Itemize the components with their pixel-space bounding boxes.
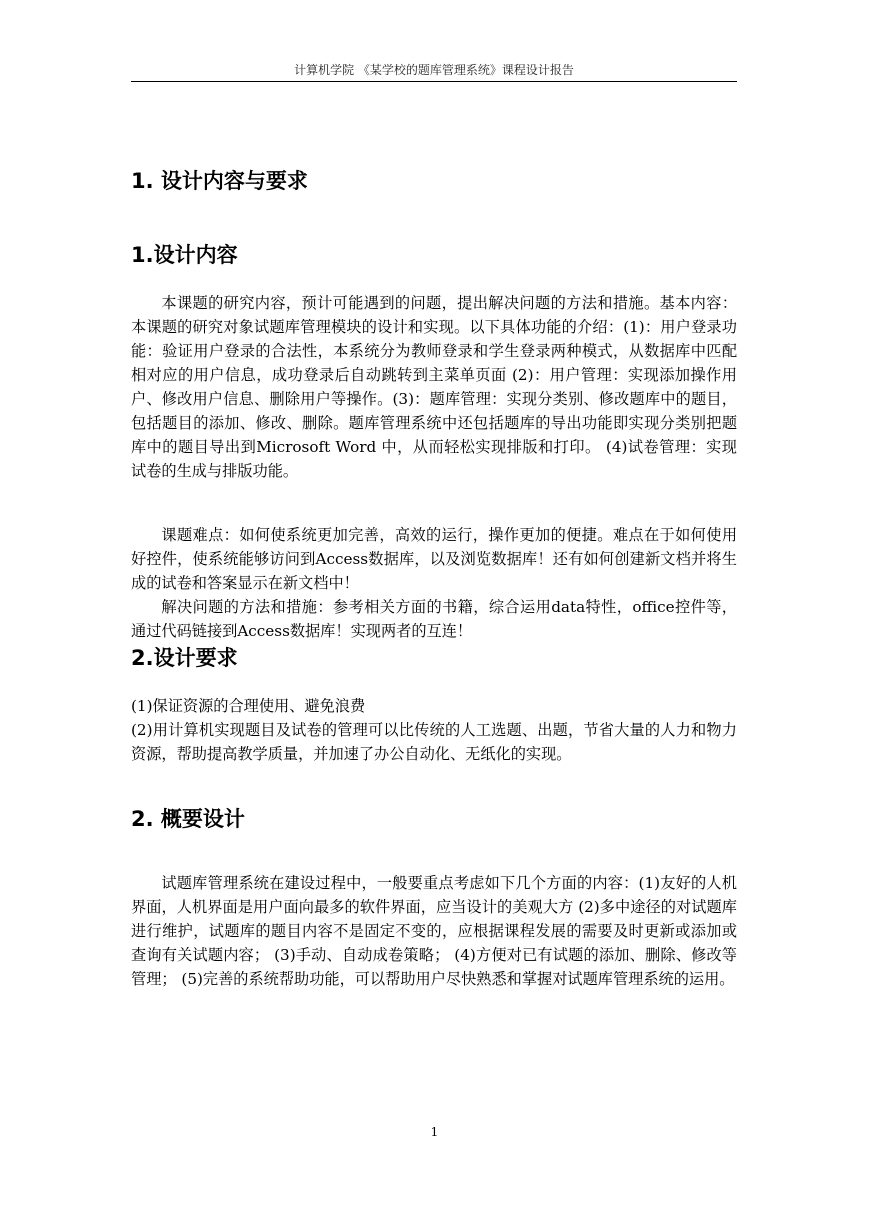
requirement-item-1: (1)保证资源的合理使用、避免浪费: [131, 697, 366, 715]
overview-paragraph: 试题库管理系统在建设过程中，一般要重点考虑如下几个方面的内容：(1)友好的人机界面，人机界面是用户面向最多的软件界面，应当设计的美观大方 (2)多中途径的对试题库进行维护，试题库的题目内容不是固定不变的，应根据课程发展的需要及时更新或添加或查询有关试题内容； (3)手动、自动成卷策略； (4)方便对已有试题的添加、删除、修改等管理； (5)完善的系统帮助功能，可以帮助用户尽快熟悉和掌握对试题库管理系统的运用。: [131, 874, 737, 988]
page-header: 计算机学院 《某学校的题库管理系统》课程设计报告: [294, 63, 574, 77]
design-content-paragraph-2: 课题难点：如何使系统更加完善，高效的运行，操作更加的便捷。难点在于如何使用好控件，使系统能够访问到Access数据库，以及浏览数据库！还有如何创建新文档并将生成的试卷和答案显示在新文档中！: [131, 526, 737, 592]
section-2-title: 2. 概要设计: [131, 807, 245, 831]
header-divider: [131, 81, 737, 82]
design-content-paragraph-1: 本课题的研究内容，预计可能遇到的问题，提出解决问题的方法和措施。基本内容：本课题的研究对象试题库管理模块的设计和实现。以下具体功能的介绍：(1)：用户登录功能：验证用户登录的合法性，本系统分为教师登录和学生登录两种模式，从数据库中匹配相对应的用户信息，成功登录后自动跳转到主菜单页面 (2)：用户管理：实现添加操作用户、修改用户信息、删除用户等操作。(3)：题库管理：实现分类别、修改题库中的题目，包括题目的添加、修改、删除。题库管理系统中还包括题库的导出功能即实现分类别把题库中的题目导出到Microsoft Word 中，从而轻松实现排版和打印。 (4)试卷管理：实现试卷的生成与排版功能。: [131, 294, 737, 480]
subsection-1-1-title: 1.设计内容: [131, 243, 238, 267]
page-number: 1: [430, 1125, 439, 1139]
section-1-title: 1. 设计内容与要求: [131, 169, 308, 193]
requirement-item-2: (2)用计算机实现题目及试卷的管理可以比传统的人工选题、出题，节省大量的人力和物力资源，帮助提高教学质量，并加速了办公自动化、无纸化的实现。: [131, 721, 737, 763]
design-content-paragraph-3: 解决问题的方法和措施：参考相关方面的书籍，综合运用data特性，office控件等，通过代码链接到Access数据库！实现两者的互连！: [131, 598, 737, 640]
subsection-1-2-title: 2.设计要求: [131, 646, 238, 670]
